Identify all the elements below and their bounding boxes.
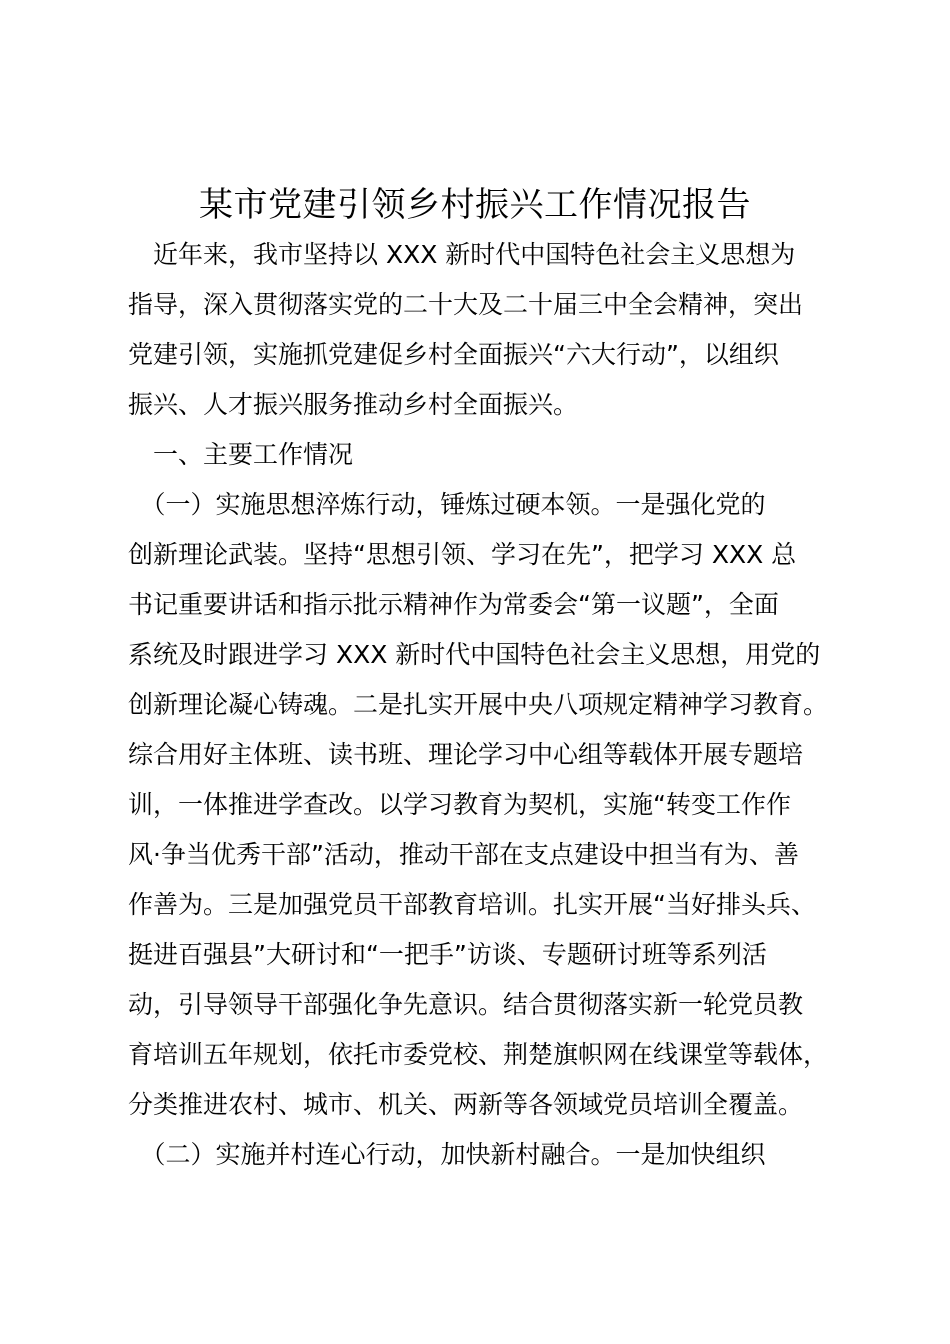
body-line: 综合用好主体班、读书班、理论学习中心组等载体开展专题培 bbox=[128, 740, 804, 769]
body-line: 创新理论武装。坚持“思想引领、学习在先”，把学习 XXX 总 bbox=[128, 540, 797, 569]
body-line: 动，引导领导干部强化争先意识。结合贯彻落实新一轮党员教 bbox=[128, 990, 804, 1019]
body-line: 训，一体推进学查改。以学习教育为契机，实施“转变工作作 bbox=[128, 790, 791, 819]
section-heading: 一、主要工作情况 bbox=[128, 440, 354, 469]
body-line: 党建引领，实施抓党建促乡村全面振兴“六大行动”，以组织 bbox=[128, 340, 779, 369]
body-line: 分类推进农村、城市、机关、两新等各领域党员培训全覆盖。 bbox=[128, 1090, 804, 1119]
body-line: （二）实施并村连心行动，加快新村融合。一是加快组织 bbox=[128, 1140, 766, 1169]
body-line: 近年来，我市坚持以 XXX 新时代中国特色社会主义思想为 bbox=[128, 240, 796, 269]
body-line: 育培训五年规划，依托市委党校、荆楚旗帜网在线课堂等载体， bbox=[128, 1040, 829, 1069]
body-line: 作善为。三是加强党员干部教育培训。扎实开展“当好排头兵、 bbox=[128, 890, 816, 919]
body-line: 振兴、人才振兴服务推动乡村全面振兴。 bbox=[128, 390, 579, 419]
body-line: 风·争当优秀干部”活动，推动干部在支点建设中担当有为、善 bbox=[128, 840, 799, 869]
body-line: 书记重要讲话和指示批示精神作为常委会“第一议题”，全面 bbox=[128, 590, 779, 619]
body-line: 指导，深入贯彻落实党的二十大及二十届三中全会精神，突出 bbox=[128, 290, 804, 319]
body-line: 创新理论凝心铸魂。二是扎实开展中央八项规定精神学习教育。 bbox=[128, 690, 829, 719]
document-title: 某市党建引领乡村振兴工作情况报告 bbox=[199, 185, 751, 225]
body-line: （一）实施思想淬炼行动，锤炼过硬本领。一是强化党的 bbox=[128, 490, 766, 519]
body-line: 系统及时跟进学习 XXX 新时代中国特色社会主义思想，用党的 bbox=[128, 640, 821, 669]
body-line: 挺进百强县”大研讨和“一把手”访谈、专题研讨班等系列活 bbox=[128, 940, 767, 969]
